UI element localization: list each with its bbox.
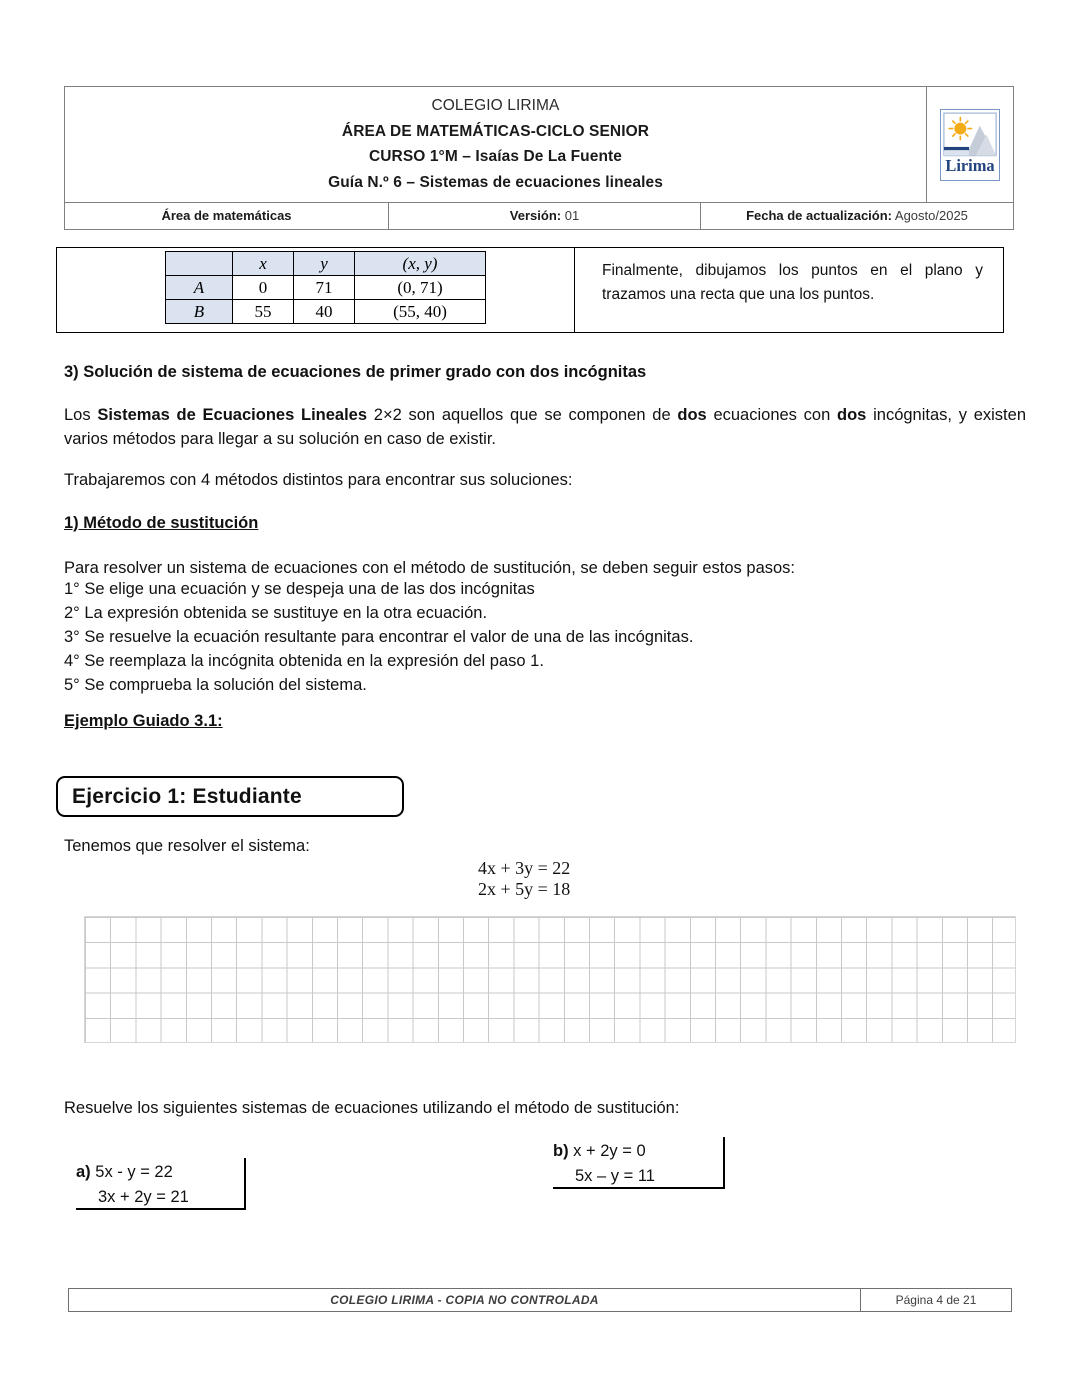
method-heading: 1) Método de sustitución xyxy=(64,514,259,532)
points-row-label-b: B xyxy=(166,300,233,324)
example-heading: Ejemplo Guiado 3.1: xyxy=(64,712,223,730)
practice-a-bracket xyxy=(76,1158,246,1210)
steps-intro: Para resolver un sistema de ecuaciones con el método de sustitución, se deben seguir estos pasos: xyxy=(64,559,796,577)
solve-prompt: Tenemos que resolver el sistema: xyxy=(64,837,310,855)
footer-page-number: Página 4 de 21 xyxy=(895,1293,977,1307)
header-date-label: Fecha de actualización: xyxy=(746,208,892,223)
section-heading: 3) Solución de sistema de ecuaciones de primer grado con dos incógnitas xyxy=(64,363,647,381)
table-row xyxy=(166,300,486,324)
practice-prompt: Resuelve los siguientes sistemas de ecuaciones utilizando el método de sustitución: xyxy=(64,1099,680,1117)
step-3: 3° Se resuelve la ecuación resultante para encontrar el valor de una de las incógnitas. xyxy=(64,628,694,646)
header-title-row xyxy=(65,87,1013,202)
points-row-label-a: A xyxy=(166,276,233,300)
guided-equation-2: 2x + 5y = 18 xyxy=(478,879,571,899)
intro-text-3: ecuaciones con xyxy=(706,406,838,424)
points-col-y: y xyxy=(294,252,355,276)
document-header-table xyxy=(64,86,1014,230)
points-b-y: 40 xyxy=(294,300,355,324)
work-grid[interactable] xyxy=(84,916,1016,1043)
header-title-line-4: Guía N.º 6 – Sistemas de ecuaciones lineales xyxy=(328,173,663,191)
intro-bold-dos-2: dos xyxy=(837,406,867,424)
lirima-logo-icon xyxy=(941,110,999,180)
practice-b-eq2: 5x – y = 11 xyxy=(575,1167,655,1185)
header-meta-row xyxy=(65,202,1013,229)
points-table-cell xyxy=(57,248,575,332)
lirima-logo xyxy=(940,109,1000,181)
points-a-x: 0 xyxy=(233,276,294,300)
intro-paragraph xyxy=(64,403,1026,451)
guided-equation-1: 4x + 3y = 22 xyxy=(478,858,571,878)
logo-cell xyxy=(927,87,1013,202)
logo-wordmark: Lirima xyxy=(945,155,995,175)
header-titles xyxy=(65,87,927,202)
step-4: 4° Se reemplaza la incógnita obtenida en la expresión del paso 1. xyxy=(64,652,544,670)
table-row xyxy=(166,276,486,300)
practice-b-label: b) xyxy=(553,1142,569,1160)
practice-a-eq2: 3x + 2y = 21 xyxy=(98,1188,189,1206)
points-table xyxy=(165,251,486,324)
points-b-x: 55 xyxy=(233,300,294,324)
practice-a-eq1: 5x - y = 22 xyxy=(95,1163,173,1181)
header-version-value: 01 xyxy=(564,208,580,223)
intro-text-1: Los xyxy=(64,406,98,424)
step-1: 1° Se elige una ecuación y se despeja una de las dos incógnitas xyxy=(64,580,535,598)
points-summary-box xyxy=(56,247,1004,333)
points-col-x: x xyxy=(233,252,294,276)
header-meta-area xyxy=(65,203,389,229)
exercise-title-box xyxy=(56,776,404,817)
header-meta-date xyxy=(701,203,1013,229)
intro-text-2: 2×2 son aquellos que se componen de xyxy=(367,406,678,424)
header-title-line-2: ÁREA DE MATEMÁTICAS-CICLO SENIOR xyxy=(341,122,650,140)
intro-text-4: incógnitas, y existen varios métodos para llegar a su solución en caso de existir. xyxy=(64,406,1026,448)
points-table-header-row xyxy=(166,252,486,276)
points-note-cell xyxy=(575,248,1003,332)
exercise-title-label: Ejercicio 1: Estudiante xyxy=(72,784,302,808)
points-a-y: 71 xyxy=(294,276,355,300)
footer-text: COLEGIO LIRIMA - COPIA NO CONTROLADA xyxy=(69,1289,861,1311)
header-meta-version xyxy=(389,203,701,229)
step-2: 2° La expresión obtenida se sustituye en la otra ecuación. xyxy=(64,604,488,622)
header-version-label: Versión: xyxy=(509,208,562,223)
header-date-value: Agosto/2025 xyxy=(894,208,968,223)
points-col-xy: (x, y) xyxy=(355,252,486,276)
header-title-line-1: COLEGIO LIRIMA xyxy=(431,97,560,114)
step-5: 5° Se comprueba la solución del sistema. xyxy=(64,676,367,694)
practice-b-eq1: x + 2y = 0 xyxy=(573,1142,646,1160)
points-b-xy: (55, 40) xyxy=(355,300,486,324)
points-a-xy: (0, 71) xyxy=(355,276,486,300)
points-col-blank xyxy=(166,252,233,276)
practice-b-bracket xyxy=(553,1137,725,1189)
methods-count-paragraph: Trabajaremos con 4 métodos distintos para encontrar sus soluciones: xyxy=(64,471,573,489)
header-area-label: Área de matemáticas xyxy=(161,208,292,223)
points-note-text: Finalmente, dibujamos los puntos en el plano y trazamos una recta que una los puntos. xyxy=(602,262,983,303)
intro-bold-sistemas: Sistemas de Ecuaciones Lineales xyxy=(97,406,368,424)
intro-bold-dos-1: dos xyxy=(677,406,707,424)
practice-a-label: a) xyxy=(76,1163,91,1181)
header-title-line-3: CURSO 1°M – Isaías De La Fuente xyxy=(368,148,623,165)
page-footer xyxy=(68,1288,1012,1312)
